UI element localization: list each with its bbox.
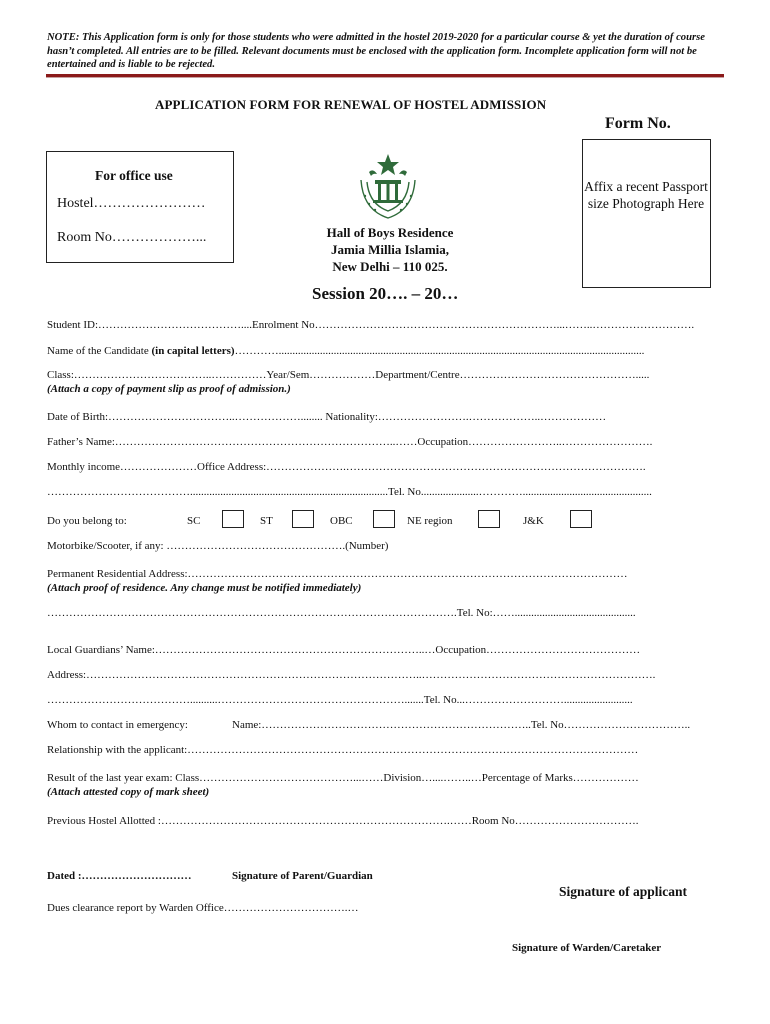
checkbox-jk[interactable] [570, 510, 592, 528]
form-number-label: Form No. [605, 115, 671, 132]
emergency-label: Whom to contact in emergency: [47, 719, 188, 731]
emergency-name-line[interactable]: Name:………………………………………………………………..Tel. No…………………………….. [232, 719, 691, 731]
parent-signature-label: Signature of Parent/Guardian [232, 870, 373, 882]
checkbox-ne[interactable] [478, 510, 500, 528]
checkbox-sc[interactable] [222, 510, 244, 528]
photo-box[interactable] [582, 139, 711, 288]
guardian-tel-line[interactable]: …………………………………..........…………………………………………….......Tel. No...………………………......................... [47, 694, 633, 706]
dated-field[interactable]: Dated :………………………… [47, 870, 192, 882]
class-note: (Attach a copy of payment slip as proof of admission.) [47, 383, 291, 395]
permanent-address-note: (Attach proof of residence. Any change must be notified immediately) [47, 582, 362, 594]
option-st-label: ST [260, 515, 273, 527]
guardian-address-line[interactable]: Address:………………………………………………………………………………..………………………………………………………. [47, 669, 656, 681]
option-ne-label: NE region [407, 515, 453, 527]
permanent-tel-line[interactable]: ………………………………………………………………………………………………….Tel. No:……............................................ [47, 607, 636, 619]
checkbox-obc[interactable] [373, 510, 395, 528]
institution-line-3: New Delhi – 110 025. [332, 259, 448, 274]
option-jk-label: J&K [523, 515, 544, 527]
candidate-name-line[interactable] [47, 345, 644, 357]
local-guardian-line[interactable]: Local Guardians’ Name:………………………………………………………………..…Occupation…………………………………… [47, 644, 641, 656]
session-label: Session 20…. – 20… [312, 284, 459, 303]
office-hostel-field[interactable]: Hostel…………………… [57, 196, 206, 211]
candidate-name-dots: …………..................................................................................................................................... [234, 345, 645, 357]
relationship-line[interactable]: Relationship with the applicant:…………………………………………………………………………………………………………… [47, 744, 639, 756]
applicant-signature-label: Signature of applicant [559, 884, 688, 899]
student-id-line[interactable]: Student ID:…………………………………....Enrolment No…………………………………………………………...……..………………………. [47, 319, 695, 331]
father-name-line[interactable]: Father’s Name:…………………………………………………………………..……Occupation……………………..……………………. [47, 436, 653, 448]
permanent-address-line[interactable]: Permanent Residential Address:………………………………………………………………………………………………………… [47, 568, 628, 580]
belong-label: Do you belong to: [47, 515, 127, 527]
result-line[interactable]: Result of the last year exam: Class……………………………………...……Division…....……..…Percentage of Marks……………… [47, 772, 639, 784]
office-use-title: For office use [95, 168, 173, 183]
income-line[interactable]: Monthly income…………………Office Address:………………….………………………………………………………………………. [47, 461, 646, 473]
class-line[interactable]: Class:………………………………..……………Year/Sem………………Department/Centre…………………………………………..... [47, 369, 650, 381]
motorbike-line[interactable]: Motorbike/Scooter, if any: ………………………………………….(Number) [47, 540, 389, 552]
previous-hostel-line[interactable]: Previous Hostel Allotted :…………………………………………………………………….……Room No……………………………. [47, 815, 639, 827]
office-room-field[interactable]: Room No………………... [57, 230, 207, 245]
warden-signature-label: Signature of Warden/Caretaker [512, 942, 662, 954]
candidate-name-hint: (in capital letters) [151, 345, 235, 357]
form-title: APPLICATION FORM FOR RENEWAL OF HOSTEL ADMISSION [155, 97, 547, 112]
checkbox-st[interactable] [292, 510, 314, 528]
option-sc-label: SC [187, 515, 201, 527]
office-tel-line[interactable]: …………………………………........................................................................Tel. No.....................…………............................................... [47, 486, 652, 498]
institution-line-1: Hall of Boys Residence [326, 225, 454, 240]
university-emblem-icon [353, 152, 423, 224]
institution-line-2: Jamia Millia Islamia, [330, 242, 450, 257]
institution-address [290, 224, 490, 275]
candidate-name-label: Name of the Candidate [47, 345, 152, 357]
header-rule-thin [46, 77, 724, 78]
option-obc-label: OBC [330, 515, 353, 527]
photo-instruction: Affix a recent Passport size Photograph Here [584, 179, 708, 211]
dob-line[interactable]: Date of Birth:……………………………..………………........ Nationality:…………………….………………..……………… [47, 411, 607, 423]
instruction-note: NOTE: This Application form is only for those students who were admitted in the hostel 2019-2020 for a particular course & yet the duration of course hasn’t completed. All entries are to be filled. Relevant documents must be enclosed with the application form. Incomplete application form will not be entertained and is liable to be rejected. [47, 32, 705, 70]
dues-clearance-line[interactable]: Dues clearance report by Warden Office…………………………….… [47, 902, 359, 914]
result-note: (Attach attested copy of mark sheet) [47, 786, 210, 798]
